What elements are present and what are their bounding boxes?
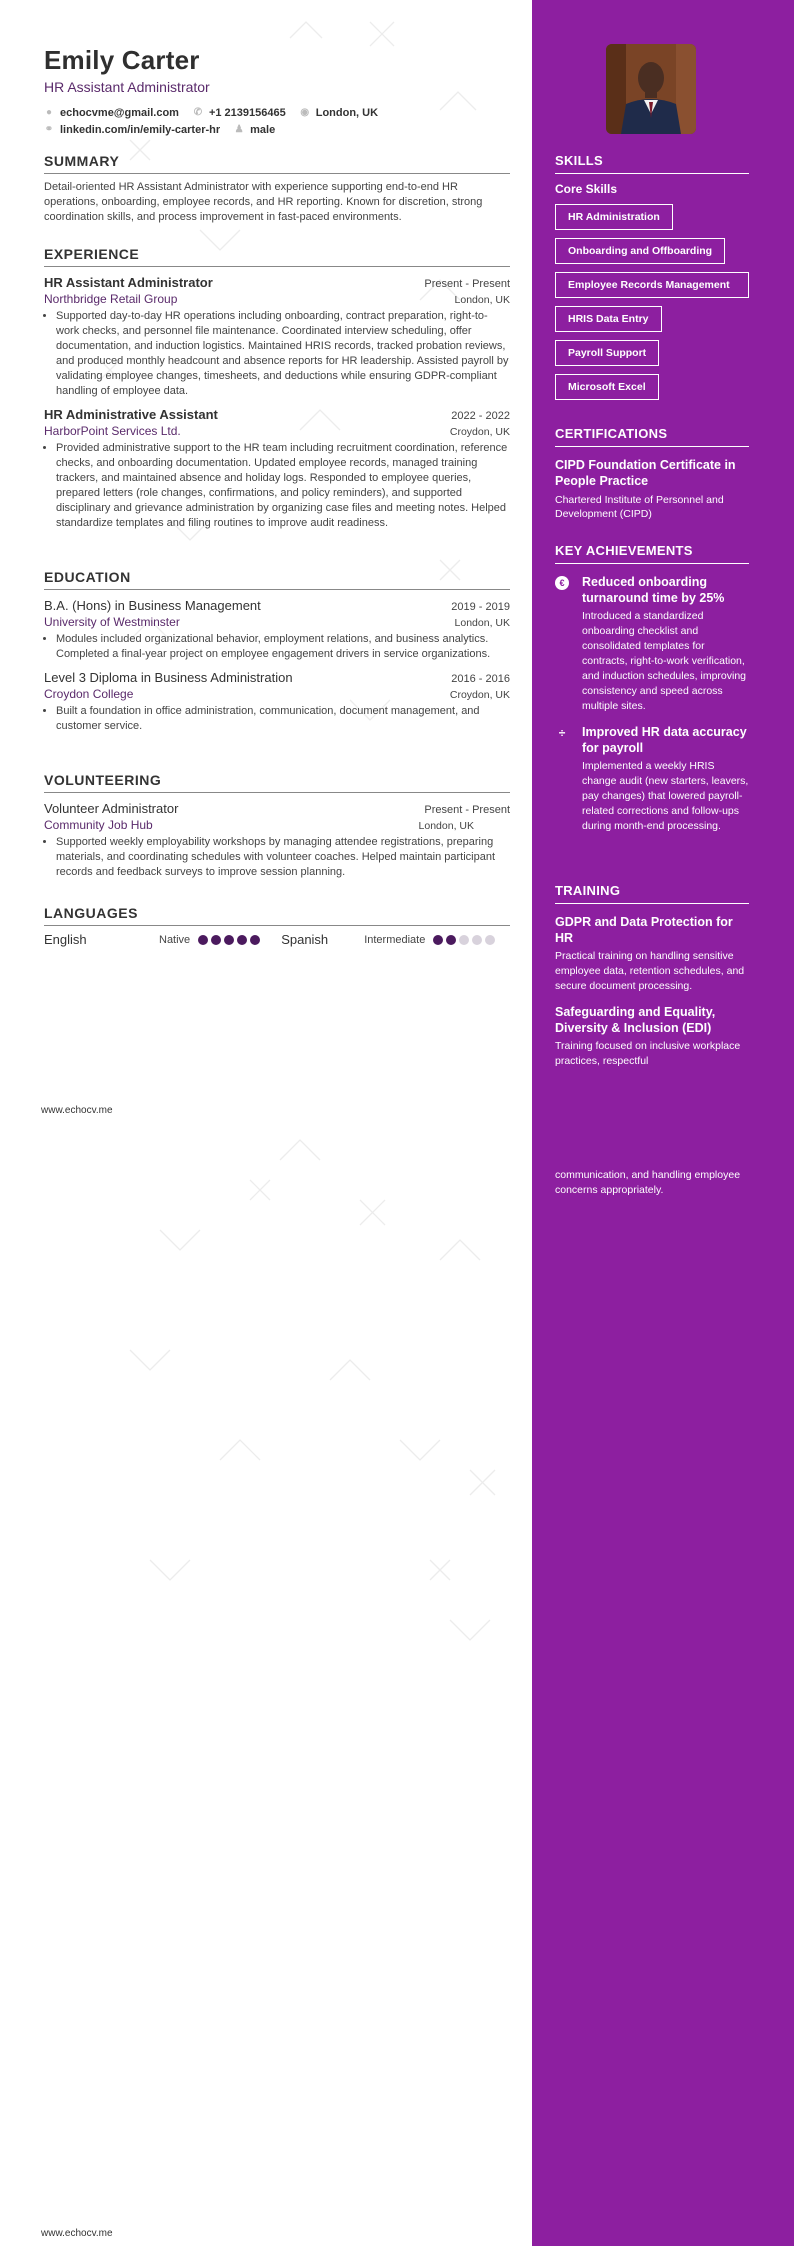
volunteering-section (44, 771, 510, 880)
rating-dot-empty (472, 935, 482, 945)
training-text: Practical training on handling sensitive employee data, retention schedules, and secure document processing. (555, 950, 745, 992)
education-school: University of Westminster (44, 615, 180, 629)
education-section (44, 568, 510, 734)
experience-location: Croydon, UK (449, 426, 510, 438)
training-heading: TRAINING (555, 882, 749, 904)
location-pin-icon: ◉ (300, 106, 310, 118)
location-text: London, UK (315, 106, 379, 119)
language-rating (433, 935, 498, 945)
education-dates: 2019 - 2019 (451, 601, 510, 613)
volunteering-role: Volunteer Administrator (44, 801, 179, 816)
training-continued (555, 1165, 749, 1198)
phone-icon: ✆ (193, 106, 203, 118)
phone-contact[interactable] (193, 107, 286, 119)
education-school: Croydon College (44, 687, 134, 701)
candidate-name: Emily Carter (44, 45, 200, 75)
volunteering-dates: Present - Present (424, 804, 510, 816)
education-heading: EDUCATION (44, 568, 510, 590)
certification-issuer: Chartered Institute of Personnel and Development (CIPD) (555, 494, 724, 520)
experience-entry (44, 407, 510, 531)
email-icon: ● (45, 106, 53, 118)
volunteering-location: London, UK (418, 820, 474, 832)
email-text: echocvme@gmail.com (60, 106, 179, 119)
experience-entry (44, 275, 510, 399)
certifications-section (555, 425, 749, 521)
achievements-section (555, 542, 749, 834)
email-contact[interactable] (44, 107, 179, 119)
experience-bullet: • Provided administrative support to the HR team including recruitment coordination, reference checks, and onboarding documentation. Updated employee records, managed training trackers, and maintained absence and holiday logs. Responded to employee queries, prepared letters (role changes, confirmations, and policy reminders), and supported disciplinary and grievance administration by organizing case files and meeting notes. Helped standardize templates and filing routines to improve audit readiness. (56, 441, 510, 531)
person-icon: ♟ (234, 123, 244, 135)
education-location: London, UK (454, 617, 510, 629)
experience-bullet: • Supported day-to-day HR operations including onboarding, contract preparation, right-to-work checks, and personnel file maintenance. Coordinated interview scheduling, offer documentation, and induction logistics. Maintained HRIS records, tracked probation reviews, and produced monthly headcount and absence reports for HR leadership. Assisted payroll by validating employee changes, timesheets, and deductions while ensuring GDPR-compliant handling of employee data. (56, 309, 510, 399)
divide-icon: ÷ (558, 726, 566, 740)
skills-heading: SKILLS (555, 152, 749, 174)
summary-heading: SUMMARY (44, 152, 510, 174)
achievement-item (555, 724, 749, 834)
header (44, 44, 510, 138)
euro-icon: € (555, 576, 569, 590)
training-text: Training focused on inclusive workplace practices, respectful (555, 1040, 741, 1067)
achievement-title: Reduced onboarding turnaround time by 25% (582, 575, 725, 605)
experience-role: HR Assistant Administrator (44, 275, 213, 290)
skill-tag: Employee Records Management (555, 272, 749, 298)
linkedin-text: linkedin.com/in/emily-carter-hr (60, 123, 221, 136)
experience-company: HarborPoint Services Ltd. (44, 424, 181, 438)
education-entry (44, 598, 510, 662)
core-skills-heading: Core Skills (555, 182, 618, 196)
link-icon: ⚭ (44, 123, 54, 135)
education-bullet: • Built a foundation in office administration, communication, document management, and customer service. (56, 704, 510, 734)
rating-dot-filled (250, 935, 260, 945)
experience-company: Northbridge Retail Group (44, 292, 178, 306)
education-degree: B.A. (Hons) in Business Management (44, 598, 261, 613)
language-level: Native (159, 933, 191, 946)
volunteering-entry (44, 801, 510, 880)
languages-heading: LANGUAGES (44, 904, 510, 926)
languages-section (44, 904, 510, 947)
experience-heading: EXPERIENCE (44, 245, 510, 267)
training-title: GDPR and Data Protection for HR (555, 915, 733, 945)
training-title: Safeguarding and Equality, Diversity & Inclusion (EDI) (555, 1005, 716, 1035)
skill-tag: HR Administration (555, 204, 673, 230)
experience-dates: 2022 - 2022 (451, 410, 510, 422)
experience-location: London, UK (454, 294, 510, 306)
achievements-heading: KEY ACHIEVEMENTS (555, 542, 749, 564)
rating-dot-empty (485, 935, 495, 945)
skill-tag: HRIS Data Entry (555, 306, 662, 332)
experience-role: HR Administrative Assistant (44, 407, 218, 422)
certification-name: CIPD Foundation Certificate in People Practice (555, 458, 736, 488)
achievement-item (555, 574, 749, 714)
achievement-title: Improved HR data accuracy for payroll (582, 725, 747, 755)
language-name: Spanish (281, 932, 329, 947)
education-dates: 2016 - 2016 (451, 673, 510, 685)
rating-dot-filled (237, 935, 247, 945)
skill-tag: Payroll Support (555, 340, 659, 366)
volunteering-bullet: • Supported weekly employability workshops by managing attendee registrations, preparing materials, and coordinating schedules with volunteer coaches. Helped maintain participant records and feedback surveys to improve session planning. (56, 835, 510, 880)
achievement-text: Implemented a weekly HRIS change audit (new starters, leavers, pay changes) that lowered payroll-related corrections and follow-ups during month-end processing. (582, 760, 749, 832)
education-entry (44, 670, 510, 734)
rating-dot-filled (433, 935, 443, 945)
experience-section (44, 245, 510, 531)
education-location: Croydon, UK (449, 689, 510, 701)
footer-link[interactable]: www.echocv.me (41, 1105, 113, 1116)
training-text: communication, and handling employee concerns appropriately. (555, 1169, 741, 1196)
rating-dot-filled (211, 935, 221, 945)
language-rating (198, 935, 263, 945)
language-level: Intermediate (364, 933, 426, 946)
summary-text: Detail-oriented HR Assistant Administrator with experience supporting end-to-end HR operations, onboarding, employee records, and HR reporting. Known for discretion, strong coordination skills, and process improvement in fast-paced environments. (44, 181, 483, 223)
gender-text: male (250, 123, 276, 136)
avatar (606, 44, 696, 134)
skills-section (555, 152, 749, 400)
footer-link[interactable]: www.echocv.me (41, 2228, 113, 2239)
linkedin-contact[interactable] (44, 124, 220, 136)
summary-section (44, 152, 510, 225)
job-title: HR Assistant Administrator (44, 79, 210, 95)
location-contact (300, 107, 378, 119)
education-bullet: • Modules included organizational behavior, employment relations, and business analytics. Completed a final-year project on employee engagement drivers in service organizations. (56, 632, 510, 662)
volunteering-heading: VOLUNTEERING (44, 771, 510, 793)
training-section (555, 882, 749, 1069)
certifications-heading: CERTIFICATIONS (555, 425, 749, 447)
education-degree: Level 3 Diploma in Business Administration (44, 670, 293, 685)
rating-dot-filled (446, 935, 456, 945)
experience-dates: Present - Present (424, 278, 510, 290)
skill-tag: Microsoft Excel (555, 374, 659, 400)
skill-tag: Onboarding and Offboarding (555, 238, 725, 264)
rating-dot-empty (459, 935, 469, 945)
language-name: English (44, 932, 87, 947)
rating-dot-filled (224, 935, 234, 945)
rating-dot-filled (198, 935, 208, 945)
achievement-text: Introduced a standardized onboarding checklist and consolidated templates for contracts, right-to-work verification, and induction schedules, improving consistency and speed across multiple sites. (582, 610, 747, 712)
contact-info (44, 104, 510, 138)
volunteering-org: Community Job Hub (44, 818, 153, 832)
gender-contact (234, 124, 275, 136)
phone-text: +1 2139156465 (208, 106, 286, 119)
profile-photo (606, 44, 696, 134)
